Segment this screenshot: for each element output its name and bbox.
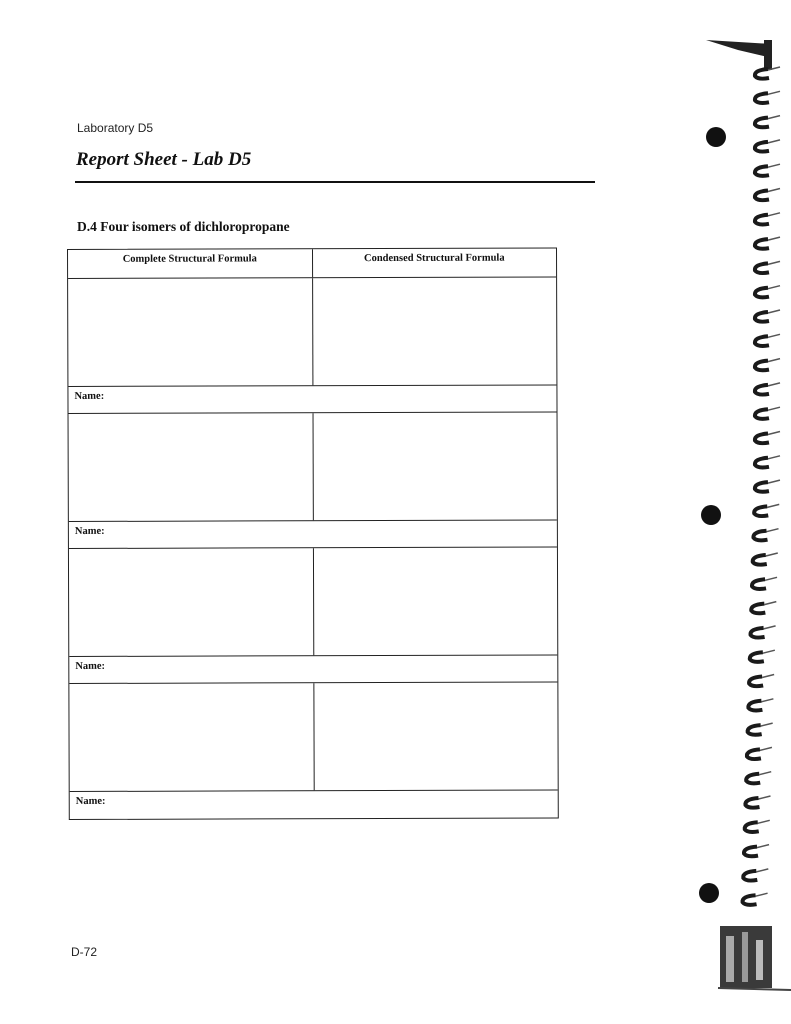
spiral-coil-wire (768, 407, 780, 410)
spiral-coil-wire (768, 480, 780, 483)
isomer-1-complete-formula-cell[interactable] (68, 278, 312, 386)
isomer-4-name-field[interactable] (70, 790, 558, 819)
spiral-coil-ring (753, 555, 767, 565)
spiral-coil-wire (766, 553, 778, 556)
spiral-coil-wire (761, 699, 773, 702)
spiral-coil-ring (749, 677, 763, 687)
title-underline (75, 181, 595, 183)
lab-label: Laboratory D5 (77, 121, 154, 135)
spiral-coil-ring (744, 847, 758, 857)
spiral-coil-wire (760, 747, 772, 750)
isomer-3-formula-row (69, 547, 557, 657)
page-number: D-72 (71, 945, 98, 959)
isomer-table (67, 247, 559, 820)
spiral-coil-wire (768, 237, 780, 240)
spiral-coil-ring (754, 506, 768, 516)
spiral-coil-wire (768, 383, 780, 386)
spiral-coil-wire (763, 650, 775, 653)
isomer-2-condensed-formula-cell[interactable] (312, 412, 557, 520)
spiral-coil-ring (755, 288, 769, 298)
spiral-coil-ring (752, 579, 766, 589)
spiral-coil-wire (767, 529, 779, 532)
spiral-coil-wire (762, 675, 774, 678)
isomer-1-condensed-formula-cell[interactable] (312, 277, 557, 385)
name-label: Name: (74, 525, 105, 537)
spiral-coil-ring (750, 652, 764, 662)
spiral-coil-ring (755, 361, 769, 371)
column-header-condensed: Condensed Structural Formula (312, 248, 557, 277)
spiral-coil-ring (755, 409, 769, 419)
spiral-coil-wire (768, 310, 780, 313)
spiral-coil-wire (768, 334, 780, 337)
report-title: Report Sheet - Lab D5 (76, 149, 252, 170)
punch-hole-bottom (699, 883, 719, 903)
spiral-coil-ring (745, 798, 759, 808)
spiral-coil-ring (755, 69, 769, 79)
spiral-coil-wire (768, 359, 780, 362)
spiral-coil-ring (755, 93, 769, 103)
spiral-coil-ring (755, 385, 769, 395)
isomer-4-complete-formula-cell[interactable] (69, 683, 313, 791)
spiral-coil-wire (768, 164, 780, 167)
spiral-coil-wire (764, 626, 776, 629)
name-label: Name: (75, 660, 106, 672)
spiral-coil-wire (756, 869, 768, 872)
spiral-coil-ring (755, 336, 769, 346)
spiral-coil-wire (768, 456, 780, 459)
section-heading: D.4 Four isomers of dichloropropane (77, 219, 290, 234)
spiral-coil-ring (755, 191, 769, 201)
isomer-4-condensed-formula-cell[interactable] (313, 682, 558, 790)
spiral-coil-ring (755, 215, 769, 225)
isomer-3-condensed-formula-cell[interactable] (312, 547, 557, 655)
spiral-coil-wire (767, 504, 779, 507)
binder-strip (698, 36, 791, 996)
name-label: Name: (74, 390, 105, 402)
spiral-coil-ring (755, 263, 769, 273)
binding-top-corner (764, 40, 772, 70)
isomer-2-formula-row (69, 412, 557, 522)
spiral-coil-ring (755, 118, 769, 128)
spiral-coil-wire (768, 91, 780, 94)
spiral-coil-ring (755, 312, 769, 322)
spiral-coil-ring (755, 239, 769, 249)
spiral-coil-wire (765, 577, 777, 580)
spiral-coil-wire (768, 261, 780, 264)
spiral-coil-wire (761, 723, 773, 726)
spiral-coil-ring (753, 531, 767, 541)
punch-hole-middle (701, 505, 721, 525)
binding-bottom-texture (718, 926, 791, 990)
isomer-3-complete-formula-cell[interactable] (69, 548, 313, 656)
spiral-coil-wire (768, 286, 780, 289)
spiral-coil-ring (743, 895, 757, 905)
spiral-coil-wire (757, 845, 769, 848)
spiral-coil-ring (748, 725, 762, 735)
punch-hole-top (706, 127, 726, 147)
table-header-row (68, 248, 556, 279)
spiral-coil-wire (758, 796, 770, 799)
column-header-complete: Complete Structural Formula (122, 253, 257, 265)
spiral-coil-ring (755, 458, 769, 468)
name-label: Name: (75, 795, 106, 807)
isomer-1-name-field[interactable] (68, 385, 556, 414)
spiral-coil-wire (768, 189, 780, 192)
spiral-coil-ring (755, 434, 769, 444)
spiral-coil-wire (768, 432, 780, 435)
spiral-coil-ring (751, 604, 765, 614)
spiral-coil-wire (759, 772, 771, 775)
spiral-coil-wire (758, 820, 770, 823)
isomer-4-formula-row (69, 682, 557, 792)
spiral-coil-wire (768, 213, 780, 216)
spiral-coil-ring (743, 871, 757, 881)
isomer-2-name-field[interactable] (69, 520, 557, 549)
spiral-coil-ring (745, 822, 759, 832)
spiral-coil-ring (748, 701, 762, 711)
isomer-3-name-field[interactable] (69, 655, 557, 684)
spiral-coil-wire (764, 602, 776, 605)
spiral-coil-ring (755, 142, 769, 152)
spiral-coil-wire (768, 116, 780, 119)
spiral-coil-wire (756, 893, 768, 896)
isomer-2-complete-formula-cell[interactable] (69, 413, 313, 521)
spiral-coils (743, 67, 780, 905)
binding-top-edge (706, 40, 772, 58)
spiral-coil-ring (755, 482, 769, 492)
spiral-coil-ring (751, 628, 765, 638)
isomer-1-formula-row (68, 277, 556, 387)
spiral-coil-wire (768, 140, 780, 143)
spiral-coil-ring (746, 774, 760, 784)
spiral-coil-ring (747, 749, 761, 759)
spiral-binding (698, 36, 791, 996)
spiral-coil-ring (755, 166, 769, 176)
